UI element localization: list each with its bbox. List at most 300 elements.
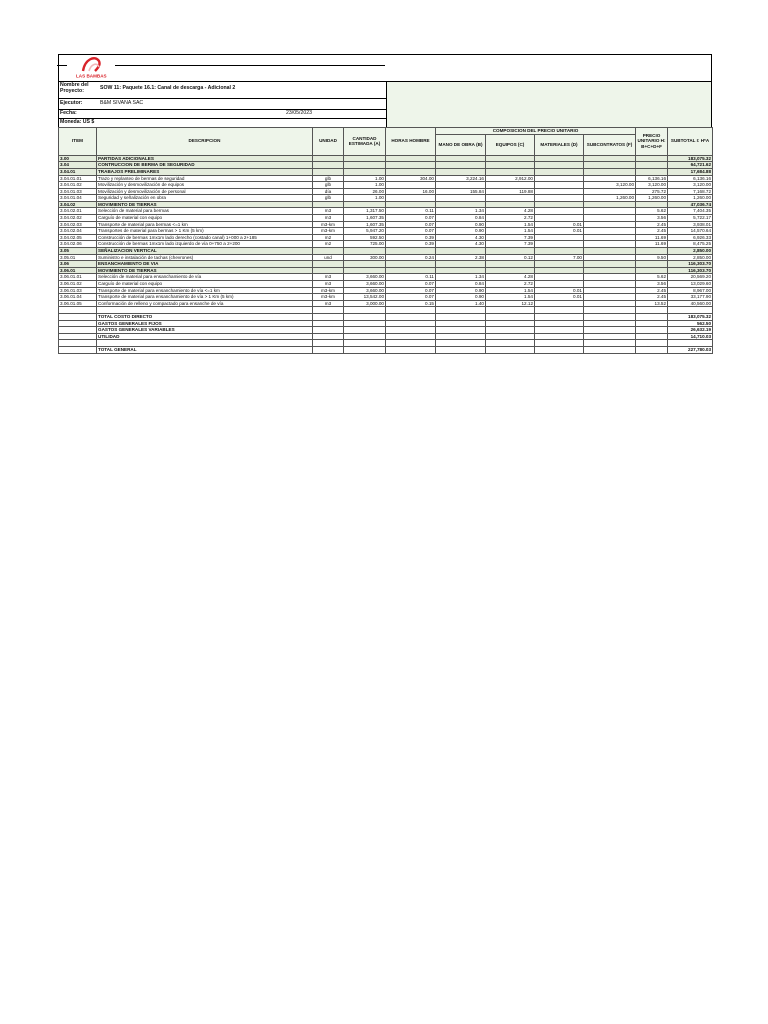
cell-st: 64,721.62 [668,162,713,169]
cell-desc: TOTAL COSTO DIRECTO [97,313,313,320]
cell-sub [584,168,636,175]
cell-pu: 2.45 [636,221,668,228]
cell-item: 3.06.01.02 [59,281,97,288]
cell-eq: 2,912.00 [486,175,535,182]
cell-pu [636,162,668,169]
cell-sub [584,333,636,340]
cell-sub [584,234,636,241]
cell-mat [535,182,584,189]
cell-sub [584,261,636,268]
cell-pu: 11.69 [636,234,668,241]
cell-eq: 2.72 [486,215,535,222]
cell-hh: 0.11 [386,274,436,281]
cell-sub [584,201,636,208]
cell-hh [386,182,436,189]
cell-qty [344,201,386,208]
cell-desc: TOTAL GENERAL [97,346,313,353]
cell-eq [486,307,535,314]
cell-hh: 0.24 [386,254,436,261]
cell-hh: 0.07 [386,215,436,222]
cell-item: 3.04.02.02 [59,215,97,222]
project-label: Nombre del Proyecto: [60,82,89,94]
cell-hh [386,327,436,334]
cell-item: 3.06 [59,261,97,268]
cell-desc: GASTOS GENERALES FIJOS [97,320,313,327]
cell-item: 3.04.01.03 [59,188,97,195]
cell-sub [584,221,636,228]
cell-pu: 5.62 [636,208,668,215]
cell-item: 3.06.01.03 [59,287,97,294]
cell-desc: Transportes de material para bermas > 1 Km (5 km) [97,228,313,235]
info-right-panel [387,82,711,127]
cell-desc: Construcción de bermas 1mx1m lado derecho (costado canal) 1+000 a 2+185 [97,234,313,241]
cell-mat [535,168,584,175]
cell-sub [584,188,636,195]
cell-mat [535,241,584,248]
cell-qty: 1.00 [344,182,386,189]
cell-item: 3.06.01.04 [59,294,97,301]
cell-item: 3.04.01.01 [59,175,97,182]
cell-eq: 1.54 [486,228,535,235]
cell-st: 3,120.00 [668,182,713,189]
logo-mark-icon [67,55,127,79]
cell-qty: 300.00 [344,254,386,261]
cell-item [59,313,97,320]
cell-sub [584,241,636,248]
cell-sub [584,155,636,162]
cell-eq [486,261,535,268]
cell-item: 3.04.02 [59,201,97,208]
table-row [59,281,713,288]
cell-item [59,320,97,327]
executor-label: Ejecutor: [60,100,83,106]
cell-mat [535,162,584,169]
cell-pu: 13.52 [636,300,668,307]
cell-hh [386,261,436,268]
cell-qty [344,320,386,327]
cell-sub [584,215,636,222]
cell-eq [486,182,535,189]
cell-mat [535,281,584,288]
logo-text: LAS BAMBAS [76,73,107,79]
cell-sub [584,300,636,307]
cell-pu: 3,120.00 [636,182,668,189]
cell-eq: 4.28 [486,274,535,281]
cell-sub [584,346,636,353]
cell-mo: 155.84 [436,188,486,195]
col-equipos: EQUIPOS (C) [486,134,535,155]
cell-qty: 1.00 [344,175,386,182]
cell-st: 183,075.32 [668,155,713,162]
cell-mo [436,333,486,340]
cell-eq [486,248,535,255]
table-row [59,162,713,169]
cell-sub: 3,120.00 [584,182,636,189]
cell-qty [344,333,386,340]
cell-hh [386,155,436,162]
cell-eq [486,320,535,327]
cell-mo: 0.84 [436,215,486,222]
cell-eq [486,346,535,353]
cell-st: 47,036.74 [668,201,713,208]
cell-qty: 3,000.00 [344,300,386,307]
cell-unit [313,333,344,340]
cell-pu: 275.72 [636,188,668,195]
cell-mat: 7.00 [535,254,584,261]
cell-pu [636,320,668,327]
cell-st: 8,967.00 [668,287,713,294]
table-row [59,333,713,340]
cell-unit [313,346,344,353]
col-unidad: UNIDAD [313,127,344,155]
cell-hh [386,340,436,347]
cell-mo [436,195,486,202]
cell-qty [344,261,386,268]
cell-mo [436,168,486,175]
cell-sub [584,327,636,334]
cell-desc: Trazo y replanteo de bermas de seguridad [97,175,313,182]
cell-qty: 1.00 [344,195,386,202]
cell-mo [436,307,486,314]
cell-st: 1,260.00 [668,195,713,202]
cell-mat [535,340,584,347]
cell-mat [535,195,584,202]
logo-right-line [115,65,385,66]
budget-sheet [58,54,712,354]
cell-eq: 7.39 [486,241,535,248]
cell-pu [636,155,668,162]
cell-item: 3.04.01 [59,168,97,175]
cell-pu: 3.56 [636,281,668,288]
col-materiales: MATERIALES (D) [535,134,584,155]
cell-st: 2,850.00 [668,254,713,261]
cell-desc [97,340,313,347]
cell-mat [535,327,584,334]
cell-hh: 304.00 [386,175,436,182]
cell-hh [386,168,436,175]
cell-pu [636,261,668,268]
cell-desc: PARTIDAS ADICIONALES [97,155,313,162]
cell-st: 6,926.33 [668,234,713,241]
table-row [59,327,713,334]
cell-mat [535,175,584,182]
cell-desc: Carguío de material con equipo [97,281,313,288]
cell-pu: 11.69 [636,241,668,248]
cell-unit: m3 [313,300,344,307]
cell-st: 14,710.03 [668,333,713,340]
cell-mo: 1.40 [436,300,486,307]
cell-st [668,307,713,314]
cell-qty: 1,317.50 [344,208,386,215]
table-row [59,234,713,241]
cell-sub [584,313,636,320]
cell-mat [535,234,584,241]
cell-eq [486,155,535,162]
cell-mat [535,333,584,340]
cell-eq [486,327,535,334]
cell-mat [535,274,584,281]
cell-unit: m3-km [313,287,344,294]
col-composicion: COMPOSICION DEL PRECIO UNITARIO [436,127,636,134]
cell-sub [584,340,636,347]
cell-hh [386,267,436,274]
project-info [58,81,712,127]
cell-st: 13,029.60 [668,281,713,288]
col-subcontratos: SUBCONTRATOS (F) [584,134,636,155]
cell-unit [313,248,344,255]
cell-unit [313,155,344,162]
table-row [59,254,713,261]
table-row [59,208,713,215]
cell-unit: m3 [313,208,344,215]
cell-unit [313,307,344,314]
cell-unit: glb [313,195,344,202]
cell-pu [636,327,668,334]
cell-eq: 1.54 [486,294,535,301]
cell-unit: m2 [313,241,344,248]
cell-item: 3.04.02.05 [59,234,97,241]
table-header-row-1 [59,127,713,134]
cell-item: 3.04.01.04 [59,195,97,202]
cell-eq: 12.12 [486,300,535,307]
cell-qty: 5,947.20 [344,228,386,235]
cell-qty: 3,660.00 [344,287,386,294]
cell-eq [486,195,535,202]
cell-st: 116,303.70 [668,267,713,274]
cell-eq: 4.28 [486,208,535,215]
table-row [59,307,713,314]
cell-pu: 2.45 [636,228,668,235]
cell-qty [344,313,386,320]
cell-mat: 0.01 [535,294,584,301]
cell-mat [535,188,584,195]
cell-qty: 26.00 [344,188,386,195]
table-row [59,201,713,208]
table-row [59,274,713,281]
cell-eq [486,162,535,169]
table-row [59,241,713,248]
table-body [59,155,713,353]
table-row [59,300,713,307]
table-row [59,346,713,353]
cell-st: 3,938.01 [668,221,713,228]
cell-sub [584,208,636,215]
cell-qty [344,267,386,274]
cell-hh: 0.39 [386,234,436,241]
budget-table [58,127,713,354]
cell-st: 183,075.32 [668,313,713,320]
cell-mat [535,267,584,274]
col-item: ITEM [59,127,97,155]
cell-unit [313,340,344,347]
cell-mo [436,182,486,189]
cell-sub [584,294,636,301]
executor-row [59,99,386,110]
cell-mo: 1.34 [436,208,486,215]
cell-mat: 0.01 [535,287,584,294]
cell-hh [386,248,436,255]
cell-unit: und [313,254,344,261]
cell-pu: 2.45 [636,287,668,294]
cell-qty [344,327,386,334]
cell-desc: Selección de material para ensanchamiento de vía [97,274,313,281]
cell-unit: m3 [313,215,344,222]
cell-hh [386,320,436,327]
table-row [59,228,713,235]
cell-st: 14,570.64 [668,228,713,235]
cell-eq [486,313,535,320]
cell-desc: Movilización y desmovilización de personal [97,188,313,195]
cell-sub [584,228,636,235]
cell-eq: 1.54 [486,221,535,228]
table-row [59,221,713,228]
cell-hh: 0.39 [386,241,436,248]
cell-mo: 0.90 [436,228,486,235]
cell-hh: 0.07 [386,287,436,294]
cell-mo [436,162,486,169]
cell-desc: ENSANCHAMIENTO DE VIA [97,261,313,268]
date-value: 23/05/2023 [286,110,312,116]
cell-hh [386,346,436,353]
cell-pu [636,267,668,274]
cell-qty: 1,607.35 [344,221,386,228]
col-descripcion: DESCRIPCION [97,127,313,155]
cell-mat [535,346,584,353]
cell-st: 116,303.70 [668,261,713,268]
cell-sub: 1,260.00 [584,195,636,202]
cell-st: 20,569.20 [668,274,713,281]
cell-unit: glb [313,182,344,189]
cell-qty [344,346,386,353]
table-row [59,340,713,347]
cell-desc: Transporte de material para ensanchamiento de vía > 1 Km (5 km) [97,294,313,301]
cell-desc: CONTRUCCION DE BERMA DE SEGURIDAD [97,162,313,169]
cell-st: 227,780.03 [668,346,713,353]
cell-sub [584,267,636,274]
cell-unit: m3-km [313,228,344,235]
cell-mat [535,261,584,268]
table-row [59,267,713,274]
cell-sub [584,287,636,294]
cell-hh [386,307,436,314]
table-row [59,155,713,162]
cell-mo: 2.38 [436,254,486,261]
cell-mo: 0.90 [436,287,486,294]
date-row [59,110,386,119]
cell-st: 6,136.16 [668,175,713,182]
cell-mat: 0.01 [535,228,584,235]
cell-mo [436,320,486,327]
cell-eq: 2.72 [486,281,535,288]
table-row [59,261,713,268]
cell-mat: 0.01 [535,221,584,228]
cell-sub [584,274,636,281]
cell-desc: GASTOS GENERALES VARIABLES [97,327,313,334]
cell-unit: m3-km [313,294,344,301]
cell-desc: UTILIDAD [97,333,313,340]
cell-eq [486,340,535,347]
cell-desc: Selección de material para bermas [97,208,313,215]
cell-eq: 7.39 [486,234,535,241]
col-mano-obra: MANO DE OBRA (B) [436,134,486,155]
cell-mo: 3,224.16 [436,175,486,182]
cell-eq [486,333,535,340]
cell-hh [386,313,436,320]
cell-st: 7,404.35 [668,208,713,215]
cell-sub [584,175,636,182]
cell-desc: MOVIMIENTO DE TIERRAS [97,267,313,274]
executor-value: B&M SIVANA SAC [100,100,144,106]
cell-sub [584,248,636,255]
cell-mo: 4.30 [436,234,486,241]
col-horas: HORAS HOMBRE [386,127,436,155]
cell-hh: 0.07 [386,294,436,301]
cell-mo: 1.34 [436,274,486,281]
cell-unit: m3-km [313,221,344,228]
cell-eq: 119.88 [486,188,535,195]
cell-item [59,340,97,347]
cell-desc: Conformación de relleno y compactado para ensanche de vía [97,300,313,307]
logo-left-line [57,65,67,66]
cell-mat [535,320,584,327]
cell-qty [344,340,386,347]
cell-st: 33,177.90 [668,294,713,301]
cell-desc: TRABAJOS PRELIMINARES [97,168,313,175]
cell-unit: m2 [313,234,344,241]
cell-qty: 3,660.00 [344,281,386,288]
cell-unit [313,162,344,169]
cell-item: 3.04.02.04 [59,228,97,235]
cell-mat [535,155,584,162]
cell-item [59,327,97,334]
cell-unit: m3 [313,281,344,288]
cell-qty [344,248,386,255]
cell-item: 3.06.01 [59,267,97,274]
cell-st: 8,475.25 [668,241,713,248]
cell-desc: Seguridad y señalización en obra [97,195,313,202]
cell-pu [636,340,668,347]
project-name-row [59,82,386,99]
cell-desc: Transporte de material para bermas <=1 km [97,221,313,228]
cell-desc: Construcción de bermas 1mx1m lado izquierdo de vía 0+750 a 2+200 [97,241,313,248]
cell-desc: Carguío de material con equipo [97,215,313,222]
cell-eq: 0.12 [486,254,535,261]
cell-sub [584,254,636,261]
cell-mo: 0.90 [436,221,486,228]
cell-unit [313,267,344,274]
cell-hh [386,333,436,340]
cell-mo [436,346,486,353]
cell-sub [584,307,636,314]
cell-mat [535,248,584,255]
cell-mo [436,201,486,208]
cell-item: 3.06.01.05 [59,300,97,307]
cell-unit: glb [313,175,344,182]
cell-sub [584,281,636,288]
cell-pu: 3.56 [636,215,668,222]
cell-item [59,346,97,353]
table-row [59,313,713,320]
cell-unit [313,201,344,208]
table-row [59,215,713,222]
table-row [59,182,713,189]
cell-st: 7,168.72 [668,188,713,195]
cell-mo [436,340,486,347]
cell-qty [344,168,386,175]
cell-mat [535,215,584,222]
table-row [59,287,713,294]
cell-hh: 0.15 [386,300,436,307]
